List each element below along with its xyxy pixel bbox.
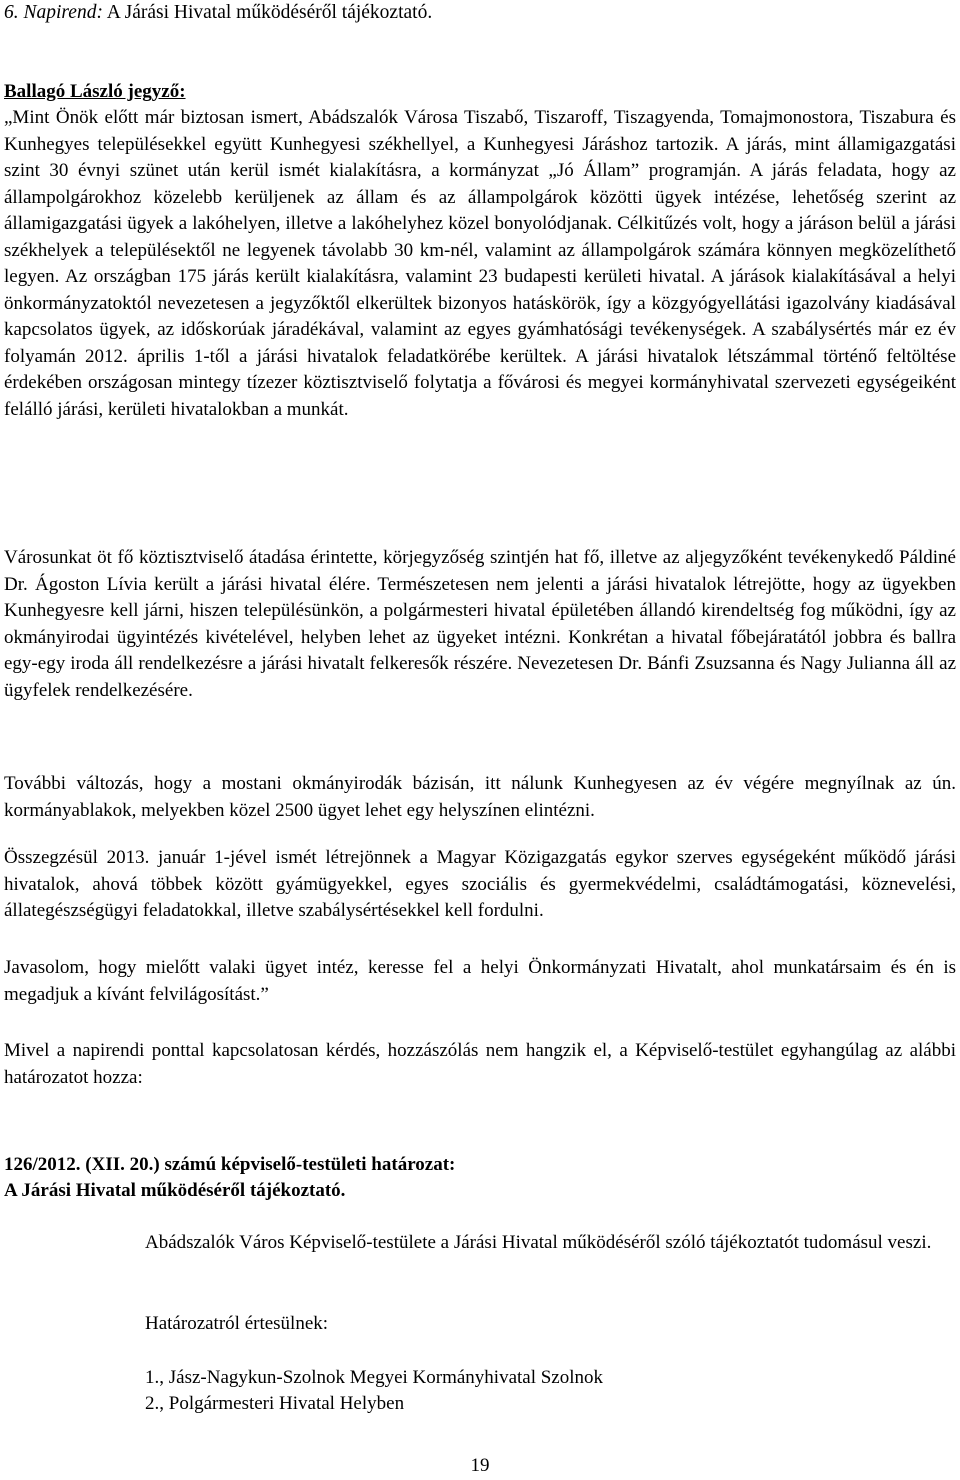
paragraph-5: Javasolom, hogy mielőtt valaki ügyet intéz, keresse fel a helyi Önkormányzati Hivatalt, ahol munkatársaim és én is megadjuk a kívánt felvilágosítást.” <box>4 957 956 1005</box>
paragraph-3: További változás, hogy a mostani okmányirodák bázisán, itt nálunk Kunhegyesen az év végére megnyílnak az ún. kormányablakok, melyekben közel 2500 ügyet lehet egy helyszínen elintézni. <box>4 773 956 821</box>
recipient-2: 2., Polgármesteri Hivatal Helyben <box>145 1393 405 1414</box>
paragraph-2: Városunkat öt fő köztisztviselő átadása érintette, körjegyzőség szintjén hat fő, illetve az aljegyzőként tevékenykedő Páldiné Dr. Ágoston Lívia került a járási hivatal élére. Természetesen nem jelenti a járási hivatalok létrejötte, hogy az ügyekben Kunhegyesre kell járni, hiszen településünkön, a polgármesteri hivatal épületében állandó kirendeltség fog működni, így az okmányirodai ügyintézés kivételével, helyben lehet az ügyeket intézni. Konkrétan a hivatal főbejáratától jobbra és ballra egy-egy iroda áll rendelkezésre a járási hivatalt felkeresők részére. Nevezetesen Dr. Bánfi Zsuzsanna és Nagy Julianna áll az ügyfelek rendelkezésére. <box>4 547 956 701</box>
recipient-1: 1., Jász-Nagykun-Szolnok Megyei Kormányhivatal Szolnok <box>145 1367 604 1388</box>
page-number: 19 <box>470 1455 490 1476</box>
paragraph-6: Mivel a napirendi ponttal kapcsolatosan kérdés, hozzászólás nem hangzik el, a Képviselő-testület egyhangúlag az alábbi határozatot hozza: <box>4 1040 956 1088</box>
paragraph-4: Összegzésül 2013. január 1-jével ismét létrejönnek a Magyar Közigazgatás egykor szerves egységeként működő járási hivatalok, ahová többek között gyámügyekkel, egyes szociális és gyermekvédelmi, családtámogatási, köznevelési, állategészségügyi feladatokkal, illetve szabálysértésekkel kell fordulni. <box>4 847 956 921</box>
resolution-text: Abádszalók Város Képviselő-testülete a Járási Hivatal működéséről szóló tájékoztatót tudomásul veszi. <box>145 1232 932 1253</box>
paragraph-1: „Mint Önök előtt már biztosan ismert, Abádszalók Városa Tiszabő, Tiszaroff, Tiszagyenda, Tomajmonostora, Tiszabura és Kunhegyes településekkel együtt Kunhegyesi székhellyel, a Kunhegyesi Járáshoz tartozik. A járás, mint államigazgatási szint 30 évnyi szünet után kerül ismét kialakításra, a kormányzat „Jó Állam” programján. A járás feladata, hogy az állampolgárokhoz közelebb kerüljenek az állam és az állampolgárok közötti ügyek intézése, lehetőség szerint az államigazgatási ügyek a lakóhelyen, illetve a lakóhelyhez közel bonyolódjanak. Célkitűzés volt, hogy a járáson belül a járási székhelyek a településektől ne legyenek távolabb 30 km-nél, valamint az állampolgárok számára könnyen megközelíthető legyen. Az országban 175 járás került kialakításra, valamint 23 budapesti kerületi hivatal. A járások kialakításával a helyi önkormányzatoktól nevezetesen a jegyzőktől elkerültek bizonyos hatáskörök, így a közgyógyellátási igazolvány kiadásával kapcsolatos ügyek, az időskorúak járadékával, valamint az egyes gyámhatósági tevékenységek. A szabálysértés már ez év folyamán 2012. április 1-től a járási hivatalok feladatkörébe kerültek. A járási hivatalok létszámmal történő feltöltése érdekében országosan mintegy tízezer köztisztviselő folytatja a fővárosi és megyei kormányhivatal szervezeti egységeiként felálló járási, kerületi hivatalokban a munkát. <box>4 107 956 420</box>
notify-label: Határozatról értesülnek: <box>145 1313 329 1334</box>
agenda-heading <box>4 0 432 27</box>
agenda-title: A Járási Hivatal működéséről tájékoztató. <box>102 2 433 23</box>
resolution-title: A Járási Hivatal működéséről tájékoztató. <box>4 1180 346 1201</box>
agenda-number: 6. Napirend: <box>4 2 103 23</box>
resolution-number: 126/2012. (XII. 20.) számú képviselő-testületi határozat: <box>4 1154 456 1175</box>
speaker-name: Ballagó László jegyző: <box>4 81 186 102</box>
